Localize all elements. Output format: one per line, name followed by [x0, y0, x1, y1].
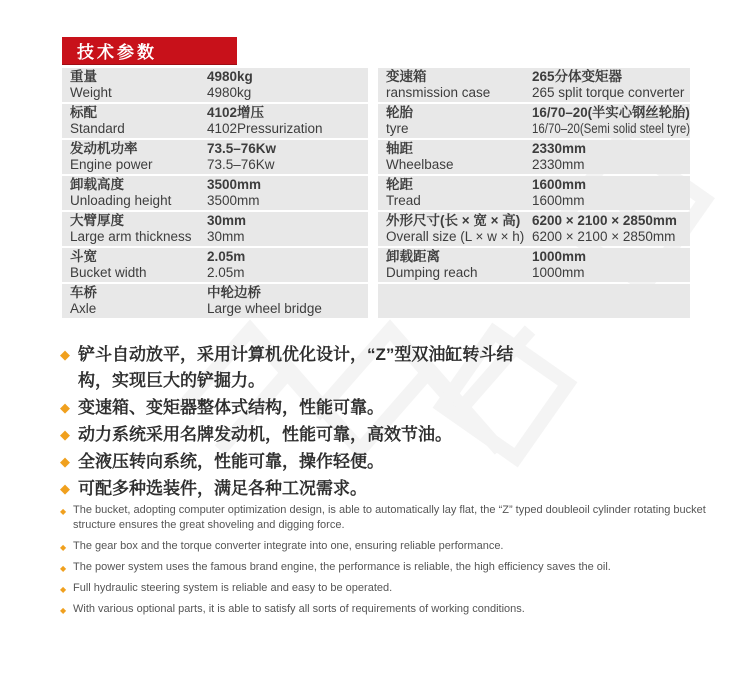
- spec-label-zh: 轴距: [386, 141, 413, 156]
- feature-item-zh: [60, 476, 538, 502]
- spec-value-en: 1000mm: [532, 265, 585, 280]
- spec-value-zh: 1600mm: [532, 177, 587, 192]
- spec-label-en: Axle: [70, 301, 97, 316]
- spec-label-zh: 车桥: [70, 285, 97, 300]
- spec-label-zh: 大臂厚度: [70, 213, 124, 228]
- diamond-bullet-icon: ◆: [60, 400, 70, 415]
- spec-value-zh: 73.5–76Kw: [207, 141, 277, 156]
- diamond-bullet-icon: ◆: [60, 347, 70, 362]
- spec-row: [378, 176, 690, 210]
- spec-label-en: Weight: [70, 85, 112, 100]
- spec-label-en: Large arm thickness: [70, 229, 192, 244]
- spec-value-zh: 30mm: [207, 213, 247, 228]
- spec-label-en: Unloading height: [70, 193, 172, 208]
- feature-item-en: [60, 602, 715, 617]
- spec-row: [378, 212, 690, 246]
- feature-list-zh: [60, 342, 538, 503]
- feature-text-en: The gear box and the torque converter integrate into one, ensuring reliable performance.: [73, 540, 504, 552]
- spec-row: [62, 68, 368, 102]
- feature-item-zh: [60, 422, 538, 448]
- spec-label-en: ransmission case: [386, 85, 491, 100]
- spec-value-en: 6200 × 2100 × 2850mm: [532, 229, 676, 244]
- spec-row: [62, 140, 368, 174]
- spec-value-zh: 3500mm: [207, 177, 262, 192]
- spec-value-en: 30mm: [207, 229, 245, 244]
- feature-text-en: The bucket, adopting computer optimization design, is able to automatically lay flat, the “Z” typed doubleoil cylinder rotating bucket structure ensures the great shoveling and digging force.: [73, 504, 706, 531]
- spec-label-zh: 卸载高度: [70, 177, 124, 192]
- feature-text-zh: 铲斗自动放平，采用计算机优化设计，“Z”型双油缸转斗结构，实现巨大的铲掘力。: [78, 345, 514, 390]
- spec-label-en: tyre: [386, 121, 409, 136]
- spec-label-zh: 标配: [70, 105, 97, 120]
- diamond-bullet-icon: ◆: [60, 481, 70, 496]
- spec-label-zh: 轮胎: [386, 105, 413, 120]
- spec-row: [62, 176, 368, 210]
- spec-value-zh: 6200 × 2100 × 2850mm: [532, 213, 677, 228]
- spec-label-en: Standard: [70, 121, 125, 136]
- spec-label-zh: 卸载距离: [386, 249, 440, 264]
- spec-value-en: 73.5–76Kw: [207, 157, 275, 172]
- spec-value-en: 3500mm: [207, 193, 260, 208]
- spec-table: [62, 68, 690, 320]
- diamond-bullet-icon: ◆: [60, 427, 70, 442]
- spec-value-en: 4980kg: [207, 85, 252, 100]
- feature-item-en: [60, 560, 715, 575]
- spec-value-zh: 2330mm: [532, 141, 587, 156]
- spec-row: [378, 140, 690, 174]
- feature-item-en: [60, 539, 715, 554]
- feature-text-zh: 变速箱、变矩器整体式结构，性能可靠。: [78, 398, 384, 417]
- spec-row: [62, 104, 368, 138]
- spec-value-zh: 中轮边桥: [207, 285, 261, 300]
- spec-value-en: Large wheel bridge: [207, 301, 322, 316]
- spec-value-en: 265 split torque converter: [532, 85, 685, 100]
- spec-value-zh: 4102增压: [207, 105, 265, 120]
- spec-value-en: 2330mm: [532, 157, 585, 172]
- spec-label-en: Engine power: [70, 157, 153, 172]
- feature-item-zh: [60, 449, 538, 475]
- feature-text-zh: 可配多种选装件，满足各种工况需求。: [78, 479, 367, 498]
- diamond-bullet-icon: ◆: [60, 454, 70, 469]
- diamond-bullet-icon: ◆: [60, 606, 67, 615]
- feature-item-zh: [60, 395, 538, 421]
- spec-value-zh: 265分体变矩器: [532, 69, 623, 84]
- spec-label-zh: 外形尺寸(长 × 宽 × 高): [386, 213, 521, 228]
- spec-table-left-column: [62, 68, 368, 320]
- spec-label-zh: 重量: [70, 69, 97, 84]
- feature-text-zh: 全液压转向系统，性能可靠，操作轻便。: [78, 452, 384, 471]
- spec-value-zh: 16/70–20(半实心钢丝轮胎): [532, 105, 690, 120]
- spec-value-zh: 4980kg: [207, 69, 253, 84]
- diamond-bullet-icon: ◆: [60, 507, 67, 516]
- spec-label-en: Wheelbase: [386, 157, 454, 172]
- spec-label-zh: 发动机功率: [70, 141, 138, 156]
- feature-item-zh: [60, 342, 538, 394]
- feature-text-en: With various optional parts, it is able to satisfy all sorts of requirements of working conditions.: [73, 603, 525, 615]
- section-title-banner: [62, 37, 237, 64]
- spec-label-en: Overall size (L × w × h): [386, 229, 525, 244]
- spec-value-en: 2.05m: [207, 265, 245, 280]
- spec-label-zh: 轮距: [386, 177, 413, 192]
- feature-list-en: [60, 503, 715, 623]
- diamond-bullet-icon: ◆: [60, 564, 67, 573]
- section-title: 技术参数: [77, 43, 157, 62]
- spec-row: [378, 104, 690, 138]
- spec-value-zh: 2.05m: [207, 249, 246, 264]
- spec-row: [62, 284, 368, 318]
- spec-row-empty: [378, 284, 690, 318]
- spec-label-en: Dumping reach: [386, 265, 478, 280]
- spec-value-en: 4102Pressurization: [207, 121, 323, 136]
- spec-label-zh: 斗宽: [70, 249, 97, 264]
- spec-value-zh: 1000mm: [532, 249, 587, 264]
- feature-text-en: Full hydraulic steering system is reliable and easy to be operated.: [73, 582, 393, 594]
- diamond-bullet-icon: ◆: [60, 543, 67, 552]
- feature-item-en: [60, 503, 715, 533]
- spec-label-en: Tread: [386, 193, 421, 208]
- spec-row: [62, 212, 368, 246]
- spec-label-en: Bucket width: [70, 265, 147, 280]
- diamond-bullet-icon: ◆: [60, 585, 67, 594]
- spec-row: [378, 248, 690, 282]
- feature-item-en: [60, 581, 715, 596]
- spec-table-right-column: [378, 68, 690, 320]
- spec-value-en: 16/70–20(Semi solid steel tyre): [532, 121, 691, 136]
- feature-text-en: The power system uses the famous brand engine, the performance is reliable, the high efficiency saves the oil.: [73, 561, 611, 573]
- spec-value-en: 1600mm: [532, 193, 585, 208]
- spec-row: [378, 68, 690, 102]
- spec-label-zh: 变速箱: [386, 69, 427, 84]
- feature-text-zh: 动力系统采用名牌发动机，性能可靠，高效节油。: [78, 425, 452, 444]
- spec-row: [62, 248, 368, 282]
